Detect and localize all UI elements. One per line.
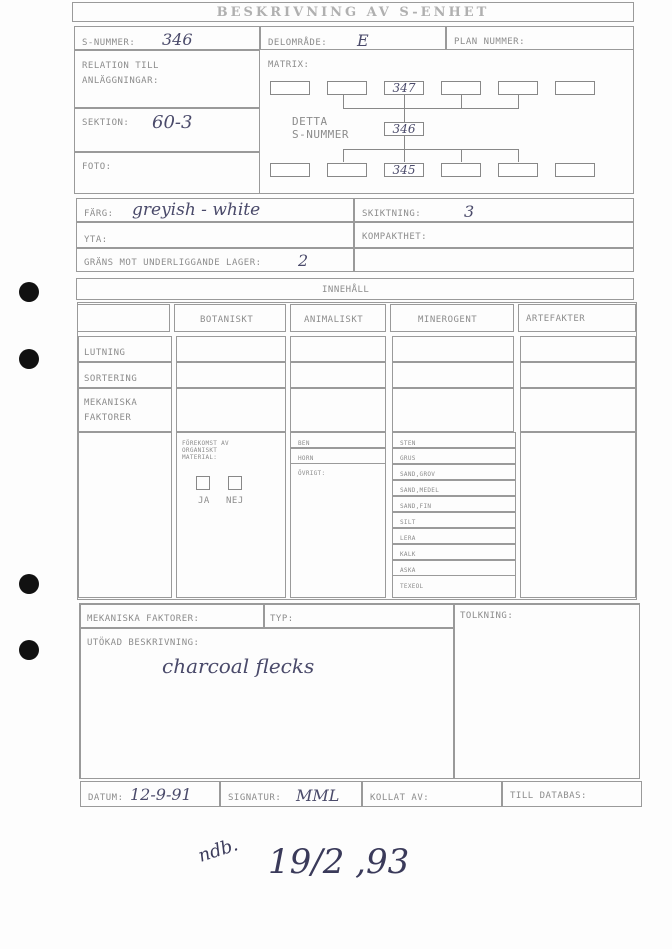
mineral-item: SAND,MEDEL <box>400 487 440 494</box>
binder-hole <box>19 574 39 594</box>
tolkning-cell <box>454 604 640 779</box>
matrix-connector <box>518 149 519 162</box>
grid-cell <box>520 336 636 362</box>
utokad-label: UTÖKAD BESKRIVNING: <box>87 638 200 648</box>
matrix-connector <box>343 149 344 162</box>
detta-label-line2: S-NUMMER <box>292 128 349 141</box>
relation-label-line1: RELATION TILL <box>82 61 159 71</box>
mineral-item: SILT <box>400 519 416 526</box>
kollat-label: KOLLAT AV: <box>370 793 430 803</box>
row-mekaniska-label-line2: FAKTORER <box>84 413 132 423</box>
forekomst-label-line2: ORGANISKT <box>182 447 218 454</box>
artefakter-cell <box>520 432 636 598</box>
mineral-item: LERA <box>400 535 416 542</box>
foto-cell <box>74 152 260 194</box>
grid-cell <box>290 336 386 362</box>
yta-label: YTA: <box>84 235 108 245</box>
col-artefakter-label: ARTEFAKTER <box>526 314 586 324</box>
annotation-date: 19/2 ,93 <box>268 842 410 882</box>
detta-label-line1: DETTA <box>292 115 328 128</box>
skiktning-label: SKIKTNING: <box>362 209 422 219</box>
mineral-item: KALK <box>400 551 416 558</box>
col-animaliskt-label: ANIMALISKT <box>304 315 364 325</box>
animal-item: HORN <box>298 455 314 462</box>
matrix-center-box: 346 <box>384 122 424 136</box>
lower-left-cell <box>78 432 172 598</box>
matrix-box <box>498 163 538 177</box>
animal-item: BEN <box>298 440 310 447</box>
mineral-item: STEN <box>400 440 416 447</box>
kompakthet-label: KOMPAKTHET: <box>362 232 428 242</box>
foto-label: FOTO: <box>82 162 112 172</box>
plan-nummer-label: PLAN NUMMER: <box>454 37 526 47</box>
farg-value: greyish - white <box>132 200 261 220</box>
row-lutning-label: LUTNING <box>84 348 126 358</box>
grans-label: GRÄNS MOT UNDERLIGGANDE LAGER: <box>84 258 262 268</box>
matrix-box <box>270 163 310 177</box>
matrix-top-box: 347 <box>384 81 424 95</box>
farg-label: FÄRG: <box>84 209 114 219</box>
mineral-item: GRUS <box>400 455 416 462</box>
datum-label: DATUM: <box>88 793 124 803</box>
mineral-item: SAND,GROV <box>400 471 436 478</box>
matrix-bottom-box: 345 <box>384 163 424 177</box>
matrix-box <box>327 163 367 177</box>
datum-value: 12-9-91 <box>130 785 192 804</box>
sektion-label: SEKTION: <box>82 118 130 128</box>
nej-checkbox <box>228 476 242 490</box>
grid-cell <box>290 362 386 388</box>
utokad-value: charcoal flecks <box>162 654 315 678</box>
matrix-connector <box>518 95 519 108</box>
grid-cell <box>176 388 286 432</box>
matrix-box <box>441 81 481 95</box>
matrix-box <box>327 81 367 95</box>
matrix-connector <box>461 149 462 162</box>
grid-cell <box>392 362 514 388</box>
form-title: BESKRIVNING AV S-ENHET <box>216 4 490 20</box>
grid-cell <box>520 388 636 432</box>
col-header-blank <box>77 304 170 332</box>
nej-label: NEJ <box>226 496 244 506</box>
sektion-value: 60-3 <box>152 112 193 133</box>
grid-cell <box>520 362 636 388</box>
mineral-item: ASKA <box>400 567 416 574</box>
matrix-connector <box>343 149 519 150</box>
forekomst-label-line3: MATERIAL: <box>182 454 218 461</box>
row-sortering-label: SORTERING <box>84 374 138 384</box>
delomrade-label: DELOMRÅDE: <box>268 38 328 48</box>
skiktning-value: 3 <box>464 202 475 221</box>
matrix-box <box>441 163 481 177</box>
grid-cell <box>176 362 286 388</box>
binder-hole <box>19 640 39 660</box>
tolkning-label: TOLKNING: <box>460 611 514 621</box>
row-mekaniska-label-line1: MEKANISKA <box>84 398 138 408</box>
utokad-cell <box>80 628 454 779</box>
grid-cell <box>392 336 514 362</box>
mek-faktorer-label: MEKANISKA FAKTORER: <box>87 614 200 624</box>
relation-label-line2: ANLÄGGNINGAR: <box>82 76 159 86</box>
ja-checkbox <box>196 476 210 490</box>
mineral-item: SAND,FIN <box>400 503 432 510</box>
matrix-label: MATRIX: <box>268 60 310 70</box>
s-nummer-label: S-NUMMER: <box>82 38 136 48</box>
grans-value: 2 <box>298 251 309 270</box>
col-minerogent-label: MINEROGENT <box>418 315 478 325</box>
s-nummer-value: 346 <box>162 30 193 49</box>
col-botaniskt-label: BOTANISKT <box>200 315 254 325</box>
signatur-label: SIGNATUR: <box>228 793 282 803</box>
typ-label: TYP: <box>270 614 294 624</box>
grid-cell <box>290 388 386 432</box>
matrix-connector <box>343 108 519 109</box>
delomrade-value: E <box>357 31 369 50</box>
signatur-value: MML <box>296 786 340 805</box>
innehall-label: INNEHÅLL <box>322 285 370 295</box>
yta-cell <box>76 222 354 248</box>
ja-label: JA <box>198 496 210 506</box>
annotation-initials: ndb. <box>195 834 241 867</box>
matrix-box <box>498 81 538 95</box>
row-mekaniska <box>78 388 172 432</box>
animal-item: ÖVRIGT: <box>298 470 326 477</box>
grid-cell <box>392 388 514 432</box>
matrix-box <box>270 81 310 95</box>
databas-label: TILL DATABAS: <box>510 791 587 801</box>
grid-cell <box>176 336 286 362</box>
matrix-box <box>555 163 595 177</box>
binder-hole <box>19 282 39 302</box>
mineral-item: TEXEOL <box>400 583 424 590</box>
matrix-box <box>555 81 595 95</box>
binder-hole <box>19 349 39 369</box>
forekomst-label-line1: FÖREKOMST AV <box>182 440 229 447</box>
grans-extra-cell <box>354 248 634 272</box>
matrix-connector <box>461 95 462 108</box>
matrix-connector <box>343 95 344 108</box>
